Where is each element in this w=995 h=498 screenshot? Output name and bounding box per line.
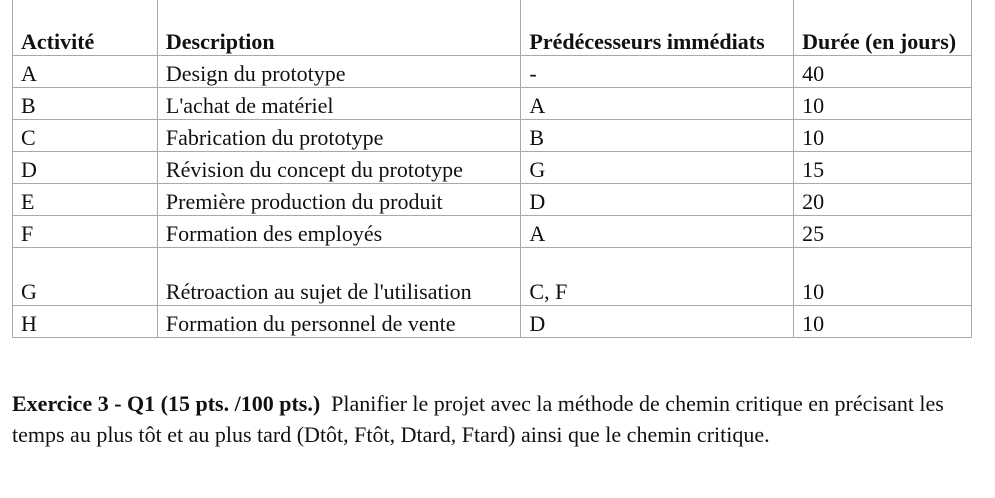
- cell-activity: G: [13, 247, 158, 305]
- cell-description: Première production du produit: [157, 183, 521, 215]
- cell-description: Design du prototype: [157, 55, 521, 87]
- table-row: [13, 87, 972, 119]
- exercise-text: Planifier le projet avec la méthode de chemin critique en précisant les temps au plus tôt et au plus tard (Dtôt, Ftôt, Dtard, Ftard) ainsi que le chemin critique.: [12, 391, 944, 447]
- header-row: [13, 0, 972, 55]
- cell-duration: 25: [794, 215, 972, 247]
- table-row: [13, 183, 972, 215]
- cell-description: L'achat de matériel: [157, 87, 521, 119]
- header-description: Description: [157, 0, 521, 55]
- cell-predecessors: D: [521, 183, 794, 215]
- cell-predecessors: A: [521, 215, 794, 247]
- cell-description: Formation du personnel de vente: [157, 305, 521, 337]
- table-row: [13, 151, 972, 183]
- table-row: [13, 119, 972, 151]
- cell-description: Formation des employés: [157, 215, 521, 247]
- cell-duration: 40: [794, 55, 972, 87]
- cell-predecessors: C, F: [521, 247, 794, 305]
- cell-duration: 10: [794, 119, 972, 151]
- cell-activity: H: [13, 305, 158, 337]
- table-row: [13, 305, 972, 337]
- cell-description: Révision du concept du prototype: [157, 151, 521, 183]
- table-row: [13, 215, 972, 247]
- cell-duration: 20: [794, 183, 972, 215]
- activities-table: [12, 0, 972, 338]
- table-row: [13, 247, 972, 305]
- cell-predecessors: -: [521, 55, 794, 87]
- cell-predecessors: D: [521, 305, 794, 337]
- cell-activity: D: [13, 151, 158, 183]
- table-body: [13, 55, 972, 337]
- cell-description: Rétroaction au sujet de l'utilisation: [157, 247, 521, 305]
- header-duration: Durée (en jours): [794, 0, 972, 55]
- cell-predecessors: G: [521, 151, 794, 183]
- cell-activity: B: [13, 87, 158, 119]
- cell-predecessors: A: [521, 87, 794, 119]
- header-activity: Activité: [13, 0, 158, 55]
- exercise-title: Exercice 3 - Q1 (15 pts. /100 pts.): [12, 391, 321, 416]
- cell-activity: C: [13, 119, 158, 151]
- cell-activity: F: [13, 215, 158, 247]
- cell-duration: 10: [794, 87, 972, 119]
- cell-predecessors: B: [521, 119, 794, 151]
- header-predecessors: Prédécesseurs immédiats: [521, 0, 794, 55]
- cell-duration: 10: [794, 305, 972, 337]
- cell-duration: 15: [794, 151, 972, 183]
- cell-activity: E: [13, 183, 158, 215]
- cell-duration: 10: [794, 247, 972, 305]
- cell-description: Fabrication du prototype: [157, 119, 521, 151]
- table-header: [13, 0, 972, 55]
- exercise-statement: [12, 388, 972, 450]
- cell-activity: A: [13, 55, 158, 87]
- table-row: [13, 55, 972, 87]
